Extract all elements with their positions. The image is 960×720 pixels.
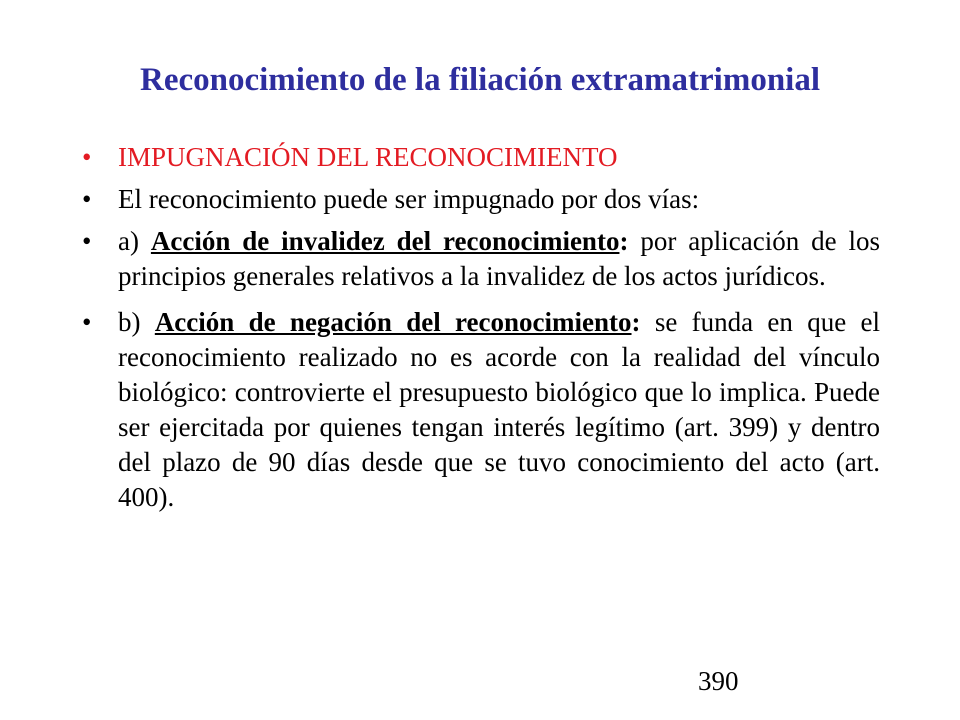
list-item-option-a: [82, 224, 880, 294]
item-prefix: a): [118, 226, 151, 256]
item-term: Acción de invalidez del reconocimiento: [150, 226, 620, 256]
page-number: 390: [698, 666, 739, 696]
bullet-icon: •: [82, 307, 92, 337]
item-colon: :: [619, 226, 629, 256]
list-item-text: El reconocimiento puede ser impugnado por dos vías:: [118, 184, 700, 214]
bullet-icon: •: [82, 184, 92, 214]
item-term: Acción de negación del reconocimiento: [154, 307, 632, 337]
item-description: se funda en que el reconocimiento realizado no es acorde con la realidad del vínculo biológico: controvierte el presupuesto biológico que lo implica. Puede ser ejercitada por quienes tengan interés legítimo (art. 399) y dentro del plazo de 90 días desde que se tuvo conocimiento del acto (art. 400).: [118, 307, 881, 512]
bullet-icon: •: [82, 142, 92, 172]
list-item-intro: [82, 182, 880, 217]
list-item-option-b: [82, 305, 880, 515]
item-colon: :: [631, 307, 641, 337]
list-item-impugnacion-heading: [82, 140, 880, 175]
bullet-icon: •: [82, 226, 92, 256]
item-description: por aplicación de los principios generales relativos a la invalidez de los actos jurídicos.: [118, 226, 880, 291]
list-item-text: IMPUGNACIÓN DEL RECONOCIMIENTO: [118, 142, 618, 172]
item-prefix: b): [118, 307, 155, 337]
slide-title: Reconocimiento de la filiación extramatrimonial: [139, 62, 821, 98]
bullet-list: [82, 140, 880, 523]
